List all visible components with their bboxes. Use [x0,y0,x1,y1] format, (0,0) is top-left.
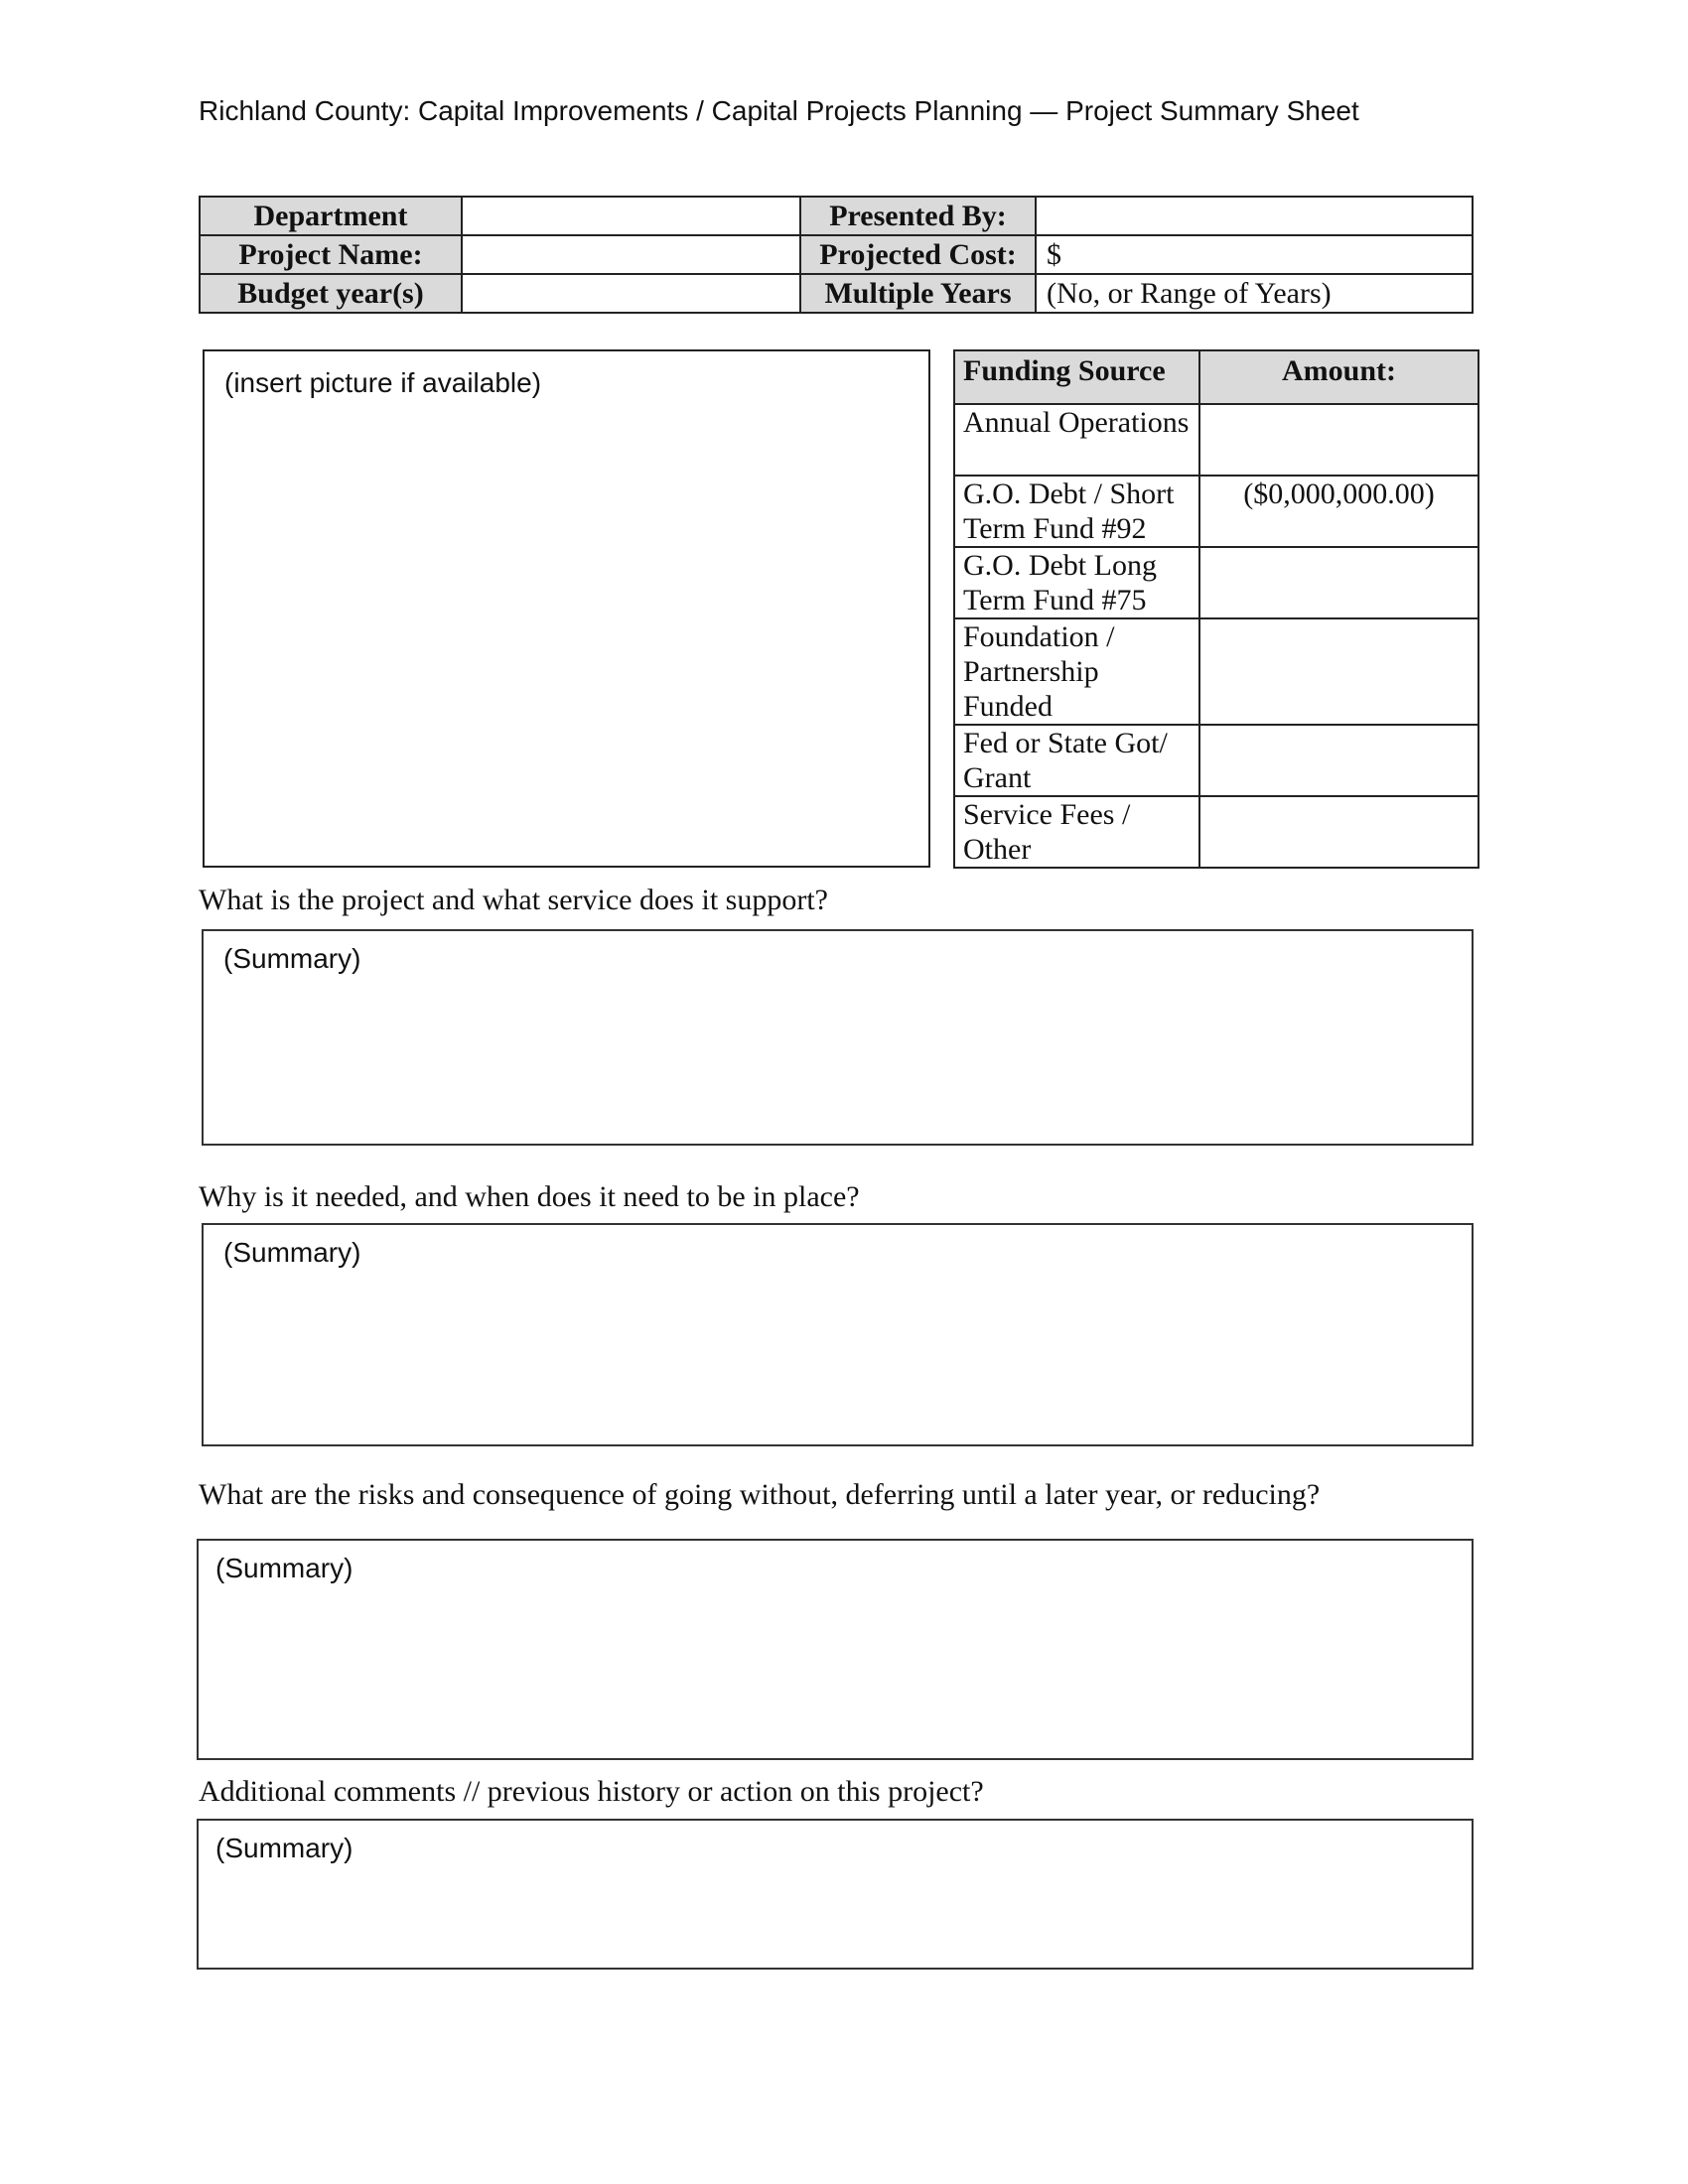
project-info-table [199,196,1474,314]
funding-row [954,796,1478,868]
project-name-label: Project Name: [200,235,462,274]
funding-amount-cell[interactable] [1199,796,1478,868]
info-row-project-name [200,235,1473,274]
funding-row [954,618,1478,725]
info-row-budget-years [200,274,1473,313]
picture-box[interactable] [203,349,930,868]
info-row-department [200,197,1473,235]
funding-source-cell: Service Fees / Other [954,796,1199,868]
funding-source-cell: G.O. Debt Long Term Fund #75 [954,547,1199,618]
summary-box-need-timing[interactable] [202,1223,1474,1446]
projected-cost-label: Projected Cost: [800,235,1036,274]
page-title: Richland County: Capital Improvements / Capital Projects Planning — Project Summary Sheet [199,95,1359,126]
picture-placeholder: (insert picture if available) [224,367,542,398]
funding-amount-cell[interactable] [1199,725,1478,796]
funding-source-cell: G.O. Debt / Short Term Fund #92 [954,476,1199,547]
funding-source-header: Funding Source [954,350,1199,404]
funding-amount-cell[interactable]: ($0,000,000.00) [1199,476,1478,547]
summary-box-additional-comments[interactable] [197,1819,1474,1970]
summary-placeholder: (Summary) [215,1553,353,1583]
question-additional-comments: Additional comments // previous history or action on this project? [199,1775,984,1808]
question-risks: What are the risks and consequence of going without, deferring until a later year, or reducing? [199,1478,1321,1511]
funding-amount-cell[interactable] [1199,547,1478,618]
budget-years-label: Budget year(s) [200,274,462,313]
funding-source-cell: Annual Operations [954,404,1199,476]
funding-header-row [954,350,1478,404]
projected-cost-field[interactable]: $ [1036,235,1473,274]
funding-row [954,725,1478,796]
funding-row [954,476,1478,547]
funding-source-cell: Foundation / Partnership Funded [954,618,1199,725]
question-project-service: What is the project and what service does it support? [199,884,828,916]
funding-source-table [953,349,1479,869]
presented-by-field[interactable] [1036,197,1473,235]
funding-row [954,404,1478,476]
question-need-timing: Why is it needed, and when does it need to be in place? [199,1180,860,1213]
presented-by-label: Presented By: [800,197,1036,235]
summary-placeholder: (Summary) [215,1833,353,1863]
funding-source-cell: Fed or State Got/ Grant [954,725,1199,796]
multiple-years-label: Multiple Years [800,274,1036,313]
summary-placeholder: (Summary) [223,943,361,974]
summary-placeholder: (Summary) [223,1237,361,1268]
summary-box-project-service[interactable] [202,929,1474,1146]
amount-header: Amount: [1199,350,1478,404]
department-field[interactable] [462,197,800,235]
funding-row [954,547,1478,618]
funding-amount-cell[interactable] [1199,618,1478,725]
department-label: Department [200,197,462,235]
project-name-field[interactable] [462,235,800,274]
multiple-years-field[interactable]: (No, or Range of Years) [1036,274,1473,313]
summary-box-risks[interactable] [197,1539,1474,1760]
funding-amount-cell[interactable] [1199,404,1478,476]
budget-years-field[interactable] [462,274,800,313]
